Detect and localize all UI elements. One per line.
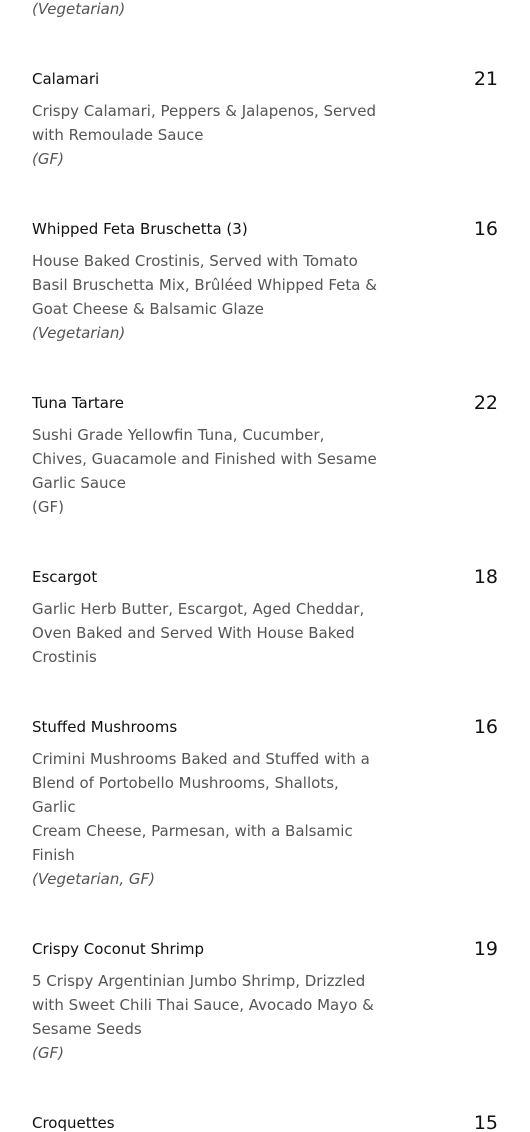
item-description-line: Goat Cheese & Balsamic Glaze [32, 300, 264, 318]
item-description-line: Blend of Portobello Mushrooms, Shallots, [32, 774, 339, 792]
item-description-line: Garlic [32, 798, 76, 816]
item-description-line: Crimini Mushrooms Baked and Stuffed with a [32, 750, 370, 768]
item-name: Tuna Tartare [32, 394, 125, 412]
item-description-line: Sushi Grade Yellowfin Tuna, Cucumber, [32, 426, 325, 444]
item-description-line: Garlic Sauce [32, 474, 127, 492]
item-dietary-tag: (Vegetarian) [32, 324, 126, 342]
item-description-line: Garlic Herb Butter, Escargot, Aged Cheddar, [32, 600, 365, 618]
item-description-line: 5 Crispy Argentinian Jumbo Shrimp, Drizzled [32, 972, 366, 990]
item-description-line: Basil Bruschetta Mix, Brûléed Whipped Feta & [32, 276, 377, 294]
item-description-line: Crostinis [32, 648, 97, 666]
item-dietary-tag: (GF) [32, 498, 64, 516]
item-description-line: with Remoulade Sauce [32, 126, 204, 144]
item-description-line: Finish [32, 846, 75, 864]
item-name: Whipped Feta Bruschetta (3) [32, 220, 248, 238]
item-description-line: Sesame Seeds [32, 1020, 142, 1038]
item-description-line: Chives, Guacamole and Finished with Sesame [32, 450, 377, 468]
item-dietary-tag: (GF) [32, 150, 64, 168]
item-name: Croquettes [32, 1114, 115, 1132]
item-description-line: Crispy Calamari, Peppers & Jalapenos, Served [32, 102, 377, 120]
item-name: Crispy Coconut Shrimp [32, 940, 205, 958]
top-item-dietary-tag: (Vegetarian) [32, 0, 126, 18]
item-price: 19 [473, 938, 498, 960]
item-price: 15 [473, 1112, 498, 1132]
item-price: 18 [473, 566, 498, 588]
item-name: Calamari [32, 70, 100, 88]
item-price: 16 [473, 716, 498, 738]
item-price: 16 [473, 218, 498, 240]
item-description-line: Cream Cheese, Parmesan, with a Balsamic [32, 822, 353, 840]
item-description-line: with Sweet Chili Thai Sauce, Avocado Mayo & [32, 996, 374, 1014]
item-name: Stuffed Mushrooms [32, 718, 178, 736]
item-price: 22 [473, 392, 498, 414]
item-description-line: House Baked Crostinis, Served with Tomato [32, 252, 358, 270]
item-dietary-tag: (GF) [32, 1044, 64, 1062]
item-price: 21 [473, 68, 498, 90]
item-dietary-tag: (Vegetarian, GF) [32, 870, 155, 888]
item-name: Escargot [32, 568, 98, 586]
item-description-line: Oven Baked and Served With House Baked [32, 624, 355, 642]
